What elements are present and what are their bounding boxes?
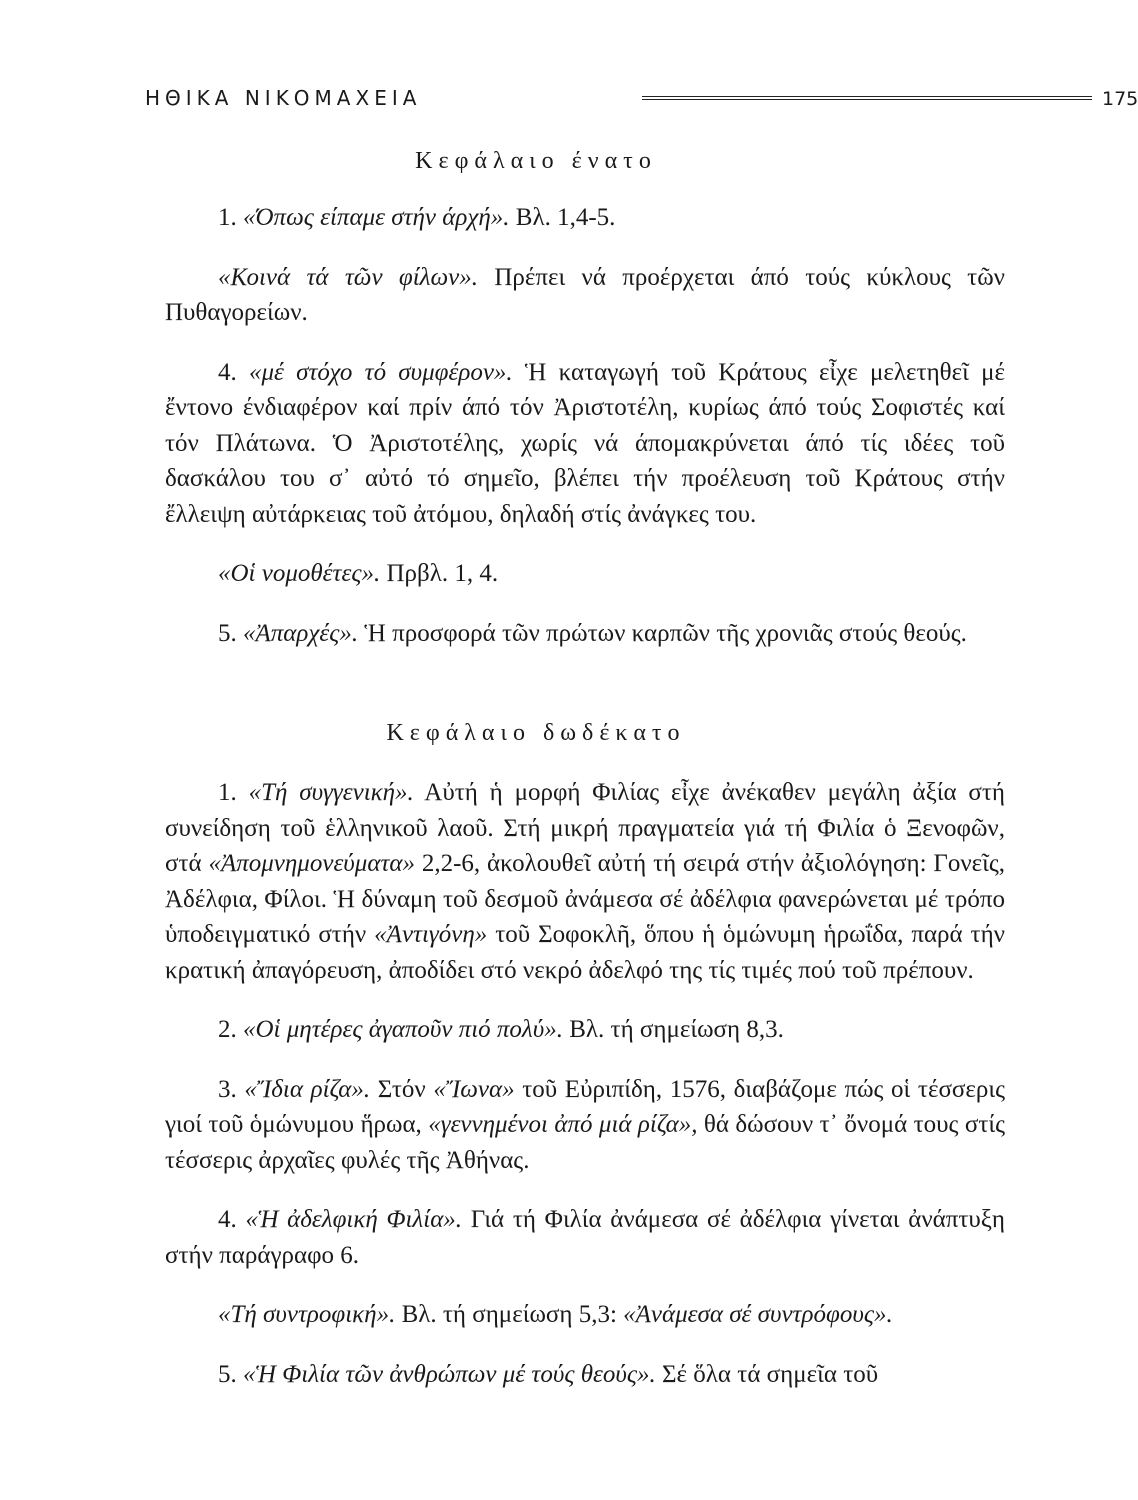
notes-chapter-12 [165,775,1005,1416]
note-paragraph: 3. «Ἴδια ρίζα». Στόν «Ἴωνα» τοῦ Εὐριπίδη, 1576, διαβάζομε πώς οἱ τέσσερις γιοί τοῦ ὁμώνυμου ἥρωα, «γεννημένοι ἀπό μιά ρίζα», θά δώσουν τ᾽ ὄνομά τους στίς τέσσερις ἀρχαῖες φυλές τῆς Ἀθήνας. [165,1075,1005,1174]
note-paragraph: 1. «Όπως είπαμε στήν άρχή». Βλ. 1,4-5. [218,204,616,231]
quoted-phrase: «Τή συγγενική». [248,779,414,806]
chapter-heading: Κεφάλαιο δωδέκατο [386,720,686,746]
quoted-phrase: «Ἡ Φιλία τῶν ἀνθρώπων μέ τούς θεούς». [243,1360,656,1388]
quoted-phrase: «μέ στόχο τό συμφέρον». [249,358,513,386]
quoted-phrase: «Όπως είπαμε στήν άρχή». [243,204,510,231]
quoted-phrase: «Ἀντιγόνη» [374,921,488,948]
note-paragraph: «Οἱ νομοθέτες». Πρβλ. 1, 4. [218,560,499,587]
note-paragraph: «Κοινά τά τῶν φίλων». Πρέπει νά προέρχεται άπό τούς κύκλους τῶν Πυθαγορείων. [165,263,1005,326]
note-paragraph: 1. «Τή συγγενική». Αὐτή ἡ μορφή Φιλίας εἶχε ἀνέκαθεν μεγάλη ἀξία στή συνείδηση τοῦ ἑλληνικοῦ λαοῦ. Στή μικρή πραγματεία γιά τή Φιλία ὁ Ξενοφῶν, στά «Ἀπομνημονεύματα» 2,2-6, ἀκολουθεῖ αὐτή τή σειρά στήν ἀξιολόγηση: Γονεῖς, Ἀδέλφια, Φίλοι. Ἡ δύναμη τοῦ δεσμοῦ ἀνάμεσα σέ ἀδέλφια φανερώνεται μέ τρόπο ὑποδειγματικό στήν «Ἀντιγόνη» τοῦ Σοφοκλῆ, ὅπου ἡ ὁμώνυμη ἡρωΐδα, παρά τήν κρατική ἀπαγόρευση, ἀποδίδει στό νεκρό ἀδελφό της τίς τιμές πού τοῦ πρέπουν. [165,779,1005,984]
chapter-heading: Κεφάλαιο ένατο [415,148,657,174]
quoted-phrase: «Ἡ ἀδελφική Φιλία». [245,1206,463,1233]
note-paragraph: 5. «Ἀπαρχές». Ἡ προσφορά τῶν πρώτων καρπῶν τῆς χρονιᾶς στούς θεούς. [218,619,967,647]
running-header [145,86,1138,116]
note-paragraph: 4. «μέ στόχο τό συμφέρον». Ἡ καταγωγή τοῦ Κράτους εἶχε μελετηθεῖ μέ ἔντονο ένδιαφέρον καί πρίν άπό τόν Ἀριστοτέλη, κυρίως άπό τούς Σοφιστές καί τόν Πλάτωνα. Ὁ Ἀριστοτέλης, χωρίς νά άπομακρύνεται άπό τίς ιδέες τοῦ δασκάλου του σ᾽ αὐτό τό σημεῖο, βλέπει τήν προέλευση τοῦ Κράτους στήν ἔλλειψη αὐτάρκειας τοῦ ἀτόμου, δηλαδή στίς ἀνάγκες του. [165,358,1006,528]
running-title: ΗΘΙΚΑ ΝΙΚΟΜΑΧΕΙΑ [145,86,422,110]
quoted-phrase: «γεννημένοι ἀπό μιά ρίζα», [428,1111,698,1138]
notes-chapter-9 [165,200,1005,675]
note-paragraph: 5. «Ἡ Φιλία τῶν ἀνθρώπων μέ τούς θεούς». Σέ ὅλα τά σημεῖα τοῦ [218,1360,879,1388]
quoted-phrase: «Κοινά τά τῶν φίλων». [218,263,478,291]
page-number: 175 [1102,88,1138,110]
quoted-phrase: «Ἀπομνημονεύματα» [208,850,416,877]
quoted-phrase: «Τή συντροφική». [218,1301,396,1328]
note-paragraph: 2. «Οἱ μητέρες ἀγαποῦν πιό πολύ». Βλ. τή σημείωση 8,3. [218,1016,784,1043]
quoted-phrase: «Ἴδια ρίζα». [244,1075,371,1103]
note-paragraph: «Τή συντροφική». Βλ. τή σημείωση 5,3: «Ἀνάμεσα σέ συντρόφους». [218,1301,893,1328]
header-rule [642,96,1092,100]
quoted-phrase: «Ἀνάμεσα σέ συντρόφους». [623,1301,893,1328]
quoted-phrase: «Ἴωνα» [433,1075,515,1103]
quoted-phrase: «Ἀπαρχές». [243,619,359,647]
note-paragraph: 4. «Ἡ ἀδελφική Φιλία». Γιά τή Φιλία ἀνάμεσα σέ ἀδέλφια γίνεται ἀνάπτυξη στήν παράγραφο 6. [165,1206,1005,1269]
quoted-phrase: «Οἱ νομοθέτες». [218,560,381,587]
quoted-phrase: «Οἱ μητέρες ἀγαποῦν πιό πολύ». [243,1016,563,1043]
